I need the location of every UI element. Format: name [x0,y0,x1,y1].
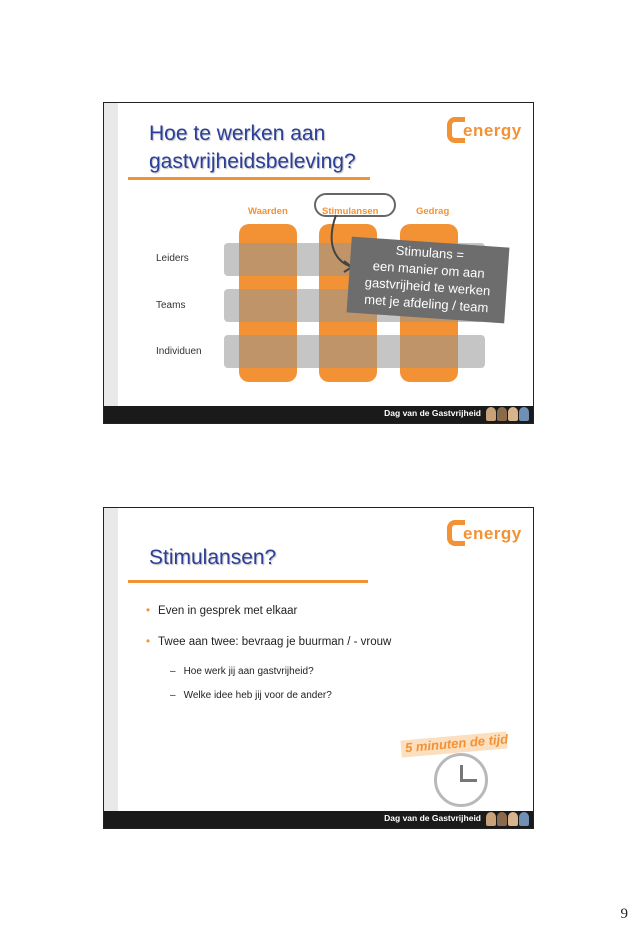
row-label-individuen: Individuen [156,346,202,357]
people-photo [486,407,529,421]
energy-logo [447,117,523,143]
column-header-gedrag: Gedrag [416,206,450,217]
bullet-item: • Even in gesprek met elkaar [146,605,298,617]
slide-1 [103,102,534,424]
footer-text: Dag van de Gastvrijheid [384,408,481,418]
bullet-item: • Twee aan twee: bevraag je buurman / - vrouw [146,636,392,648]
slide-left-bar [104,508,118,828]
people-photo [486,812,529,826]
title-underline [128,580,368,583]
page-number: 9 [620,906,628,922]
clock-icon [434,753,488,807]
callout-line: een manier om aan [372,258,486,281]
callout-line: Stimulans = [395,242,465,263]
time-label: 5 minuten de tijd [404,731,509,756]
callout-line: met je afdeling / team [363,291,489,316]
callout-line: gastvrijheid te werken [364,274,491,299]
energy-logo [447,520,523,546]
slide-footer [104,406,533,423]
footer-text: Dag van de Gastvrijheid [384,813,481,823]
sub-bullet-item: – Welke idee heb jij voor de ander? [170,690,332,701]
title-underline [128,177,370,180]
stimulans-callout [347,237,510,324]
slide-2 [103,507,534,829]
logo-text: energy [463,121,522,140]
logo-text: energy [463,524,522,543]
row-label-teams: Teams [156,300,186,311]
slide-title: Stimulansen? [149,546,277,569]
column-header-waarden: Waarden [248,206,288,217]
slide-footer [104,811,533,828]
slide-title-line-2: gastvrijheidsbeleving? [149,150,356,173]
bullet-dot-icon: • [146,636,151,648]
bullet-dot-icon: • [146,605,151,617]
sub-bullet-item: – Hoe werk jij aan gastvrijheid? [170,666,314,677]
row-label-leiders: Leiders [156,253,189,264]
slide-left-bar [104,103,118,423]
column-header-stimulansen: Stimulansen [322,206,379,217]
row-individuen [224,335,485,368]
slide-title-line-1: Hoe te werken aan [149,122,326,145]
